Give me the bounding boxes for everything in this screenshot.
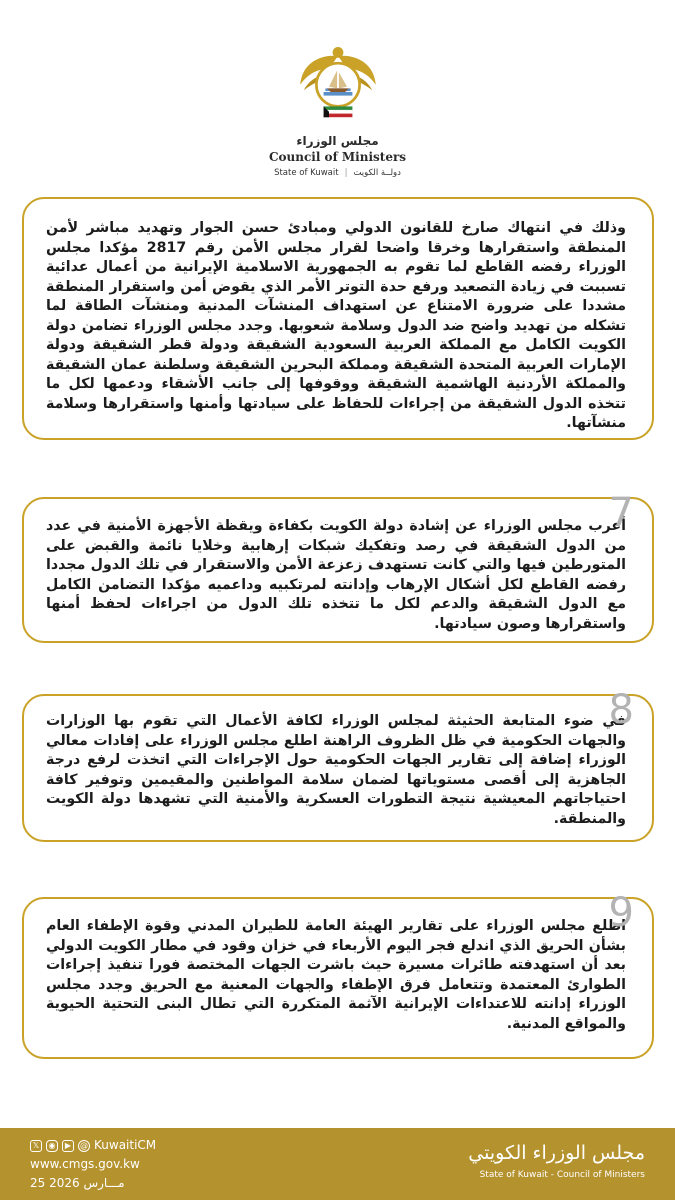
header-subtitle <box>274 168 401 178</box>
page-footer <box>0 1128 675 1200</box>
statement-text: وذلك في انتهاك صارخ للقانون الدولي ومبادئ حسن الجوار وتهديد مباشر لأمن المنطقة واستقرارها وخرقا واضحا لقرار مجلس الأمن رقم 2817 مؤكدا مجلس الوزراء رفضه القاطع لما تقوم به الجمهورية الاسلامية الإيرانية من أعمال عدائية تسببت في زيادة التصعيد ورفع حدة التوتر الأمر الذي يقوض أمن واستقرار المنطقة مشددا على ضرورة الامتناع عن استهداف المنشآت المدنية ومنشآت الطاقة لما تشكله من تهديد واضح ضد الدول وسلامة شعوبها. وجدد مجلس الوزراء تضامن دولة الكويت الكامل مع المملكة العربية السعودية الشقيقة ودولة قطر الشقيقة ودولة الإمارات العربية المتحدة الشقيقة ومملكة البحرين الشقيقة وسلطنة عمان الشقيقة والمملكة الأردنية الهاشمية الشقيقة ووقوفها إلى جانب الأشقاء ودعمها لكل ما تتخذه الدول الشقيقة من إجراءات للحفاظ على سيادتها وأمنها واستقرارها وسلامة منشآتها. <box>46 220 626 431</box>
footer-brand-ar: مجلس الوزراء الكويتي <box>468 1142 645 1164</box>
page-header <box>0 0 675 190</box>
header-separator: | <box>344 168 348 178</box>
header-state-en: State of Kuwait <box>274 168 339 178</box>
statement-card-7 <box>22 490 654 643</box>
statement-card <box>22 197 654 440</box>
statement-card-8 <box>22 687 654 842</box>
instagram-icon[interactable]: ◉ <box>46 1140 58 1152</box>
item-number: 7 <box>608 490 634 536</box>
header-state-ar: دولــة الكويت <box>353 168 401 178</box>
footer-brand-en: State of Kuwait - Council of Ministers <box>479 1170 645 1180</box>
social-handle[interactable]: KuwaitiCM <box>94 1138 157 1152</box>
item-number: 9 <box>608 890 634 936</box>
website-link[interactable]: www.cmgs.gov.kw <box>30 1157 140 1171</box>
statement-text: في ضوء المتابعة الحثيثة لمجلس الوزراء لكافة الأعمال التي تقوم بها الوزارات والجهات الحكومية في ظل الظروف الراهنة اطلع مجلس الوزراء على إفادات معالي الوزراء إضافة إلى تقارير الجهات الحكومية حول الإجراءات التي اتخذت لرفع درجة الجاهزية إلى أقصى مستوياتها لضمان سلامة المواطنين والمقيمين وتوفير كافة احتياجاتهم المعيشية نتيجة التطورات العسكرية والأمنية التي تشهدها دولة الكويت والمنطقة. <box>46 713 626 827</box>
x-icon[interactable]: 𝕏 <box>30 1140 42 1152</box>
statement-text: اطلع مجلس الوزراء على تقارير الهيئة العامة للطيران المدني وقوة الإطفاء العام بشأن الحريق الذي اندلع فجر اليوم الأربعاء في خزان وقود في مطار الكويت الدولي بعد أن استهدفته طائرات مسيرة حيث باشرت الجهات المختصة فورا تنفيذ إجراءات الطوارئ المعتمدة وتتعامل فرق الإطفاء والجهات المعنية مع الحريق وجدد مجلس الوزراء إدانته للاعتداءات الإيرانية الآثمة المتكررة التي تطال البنى التحتية الحيوية والمواقع المدنية. <box>46 918 626 1032</box>
footer-date: 25 مـــارس 2026 <box>30 1176 125 1190</box>
item-number: 8 <box>608 687 634 733</box>
kuwait-emblem-icon <box>293 38 383 128</box>
footer-brand <box>468 1142 645 1180</box>
statement-text: أعرب مجلس الوزراء عن إشادة دولة الكويت بكفاءة ويقظة الأجهزة الأمنية في عدد من الدول الشقيقة في رصد وتفكيك شبكات إرهابية وخلايا نائمة والقبض على المتورطين فيها والتي كانت تستهدف زعزعة الأمن والاستقرار في تلك الدول مجددا رفضه القاطع لكل أشكال الإرهاب وإدانته لمرتكبيه وداعميه مؤكدا التضامن الكامل مع الدول الشقيقة والدعم لكل ما تتخذه تلك الدول من اجراءات لحفظ أمنها واستقرارها وصون سيادتها. <box>46 518 626 632</box>
social-row <box>30 1136 156 1155</box>
footer-contact <box>30 1136 156 1193</box>
threads-icon[interactable]: @ <box>80 1140 88 1150</box>
header-title-ar: مجلس الوزراء <box>296 134 379 148</box>
youtube-icon[interactable]: ▶ <box>62 1140 74 1152</box>
header-title-en: Council of Ministers <box>268 150 407 164</box>
statement-card-9 <box>22 890 654 1059</box>
